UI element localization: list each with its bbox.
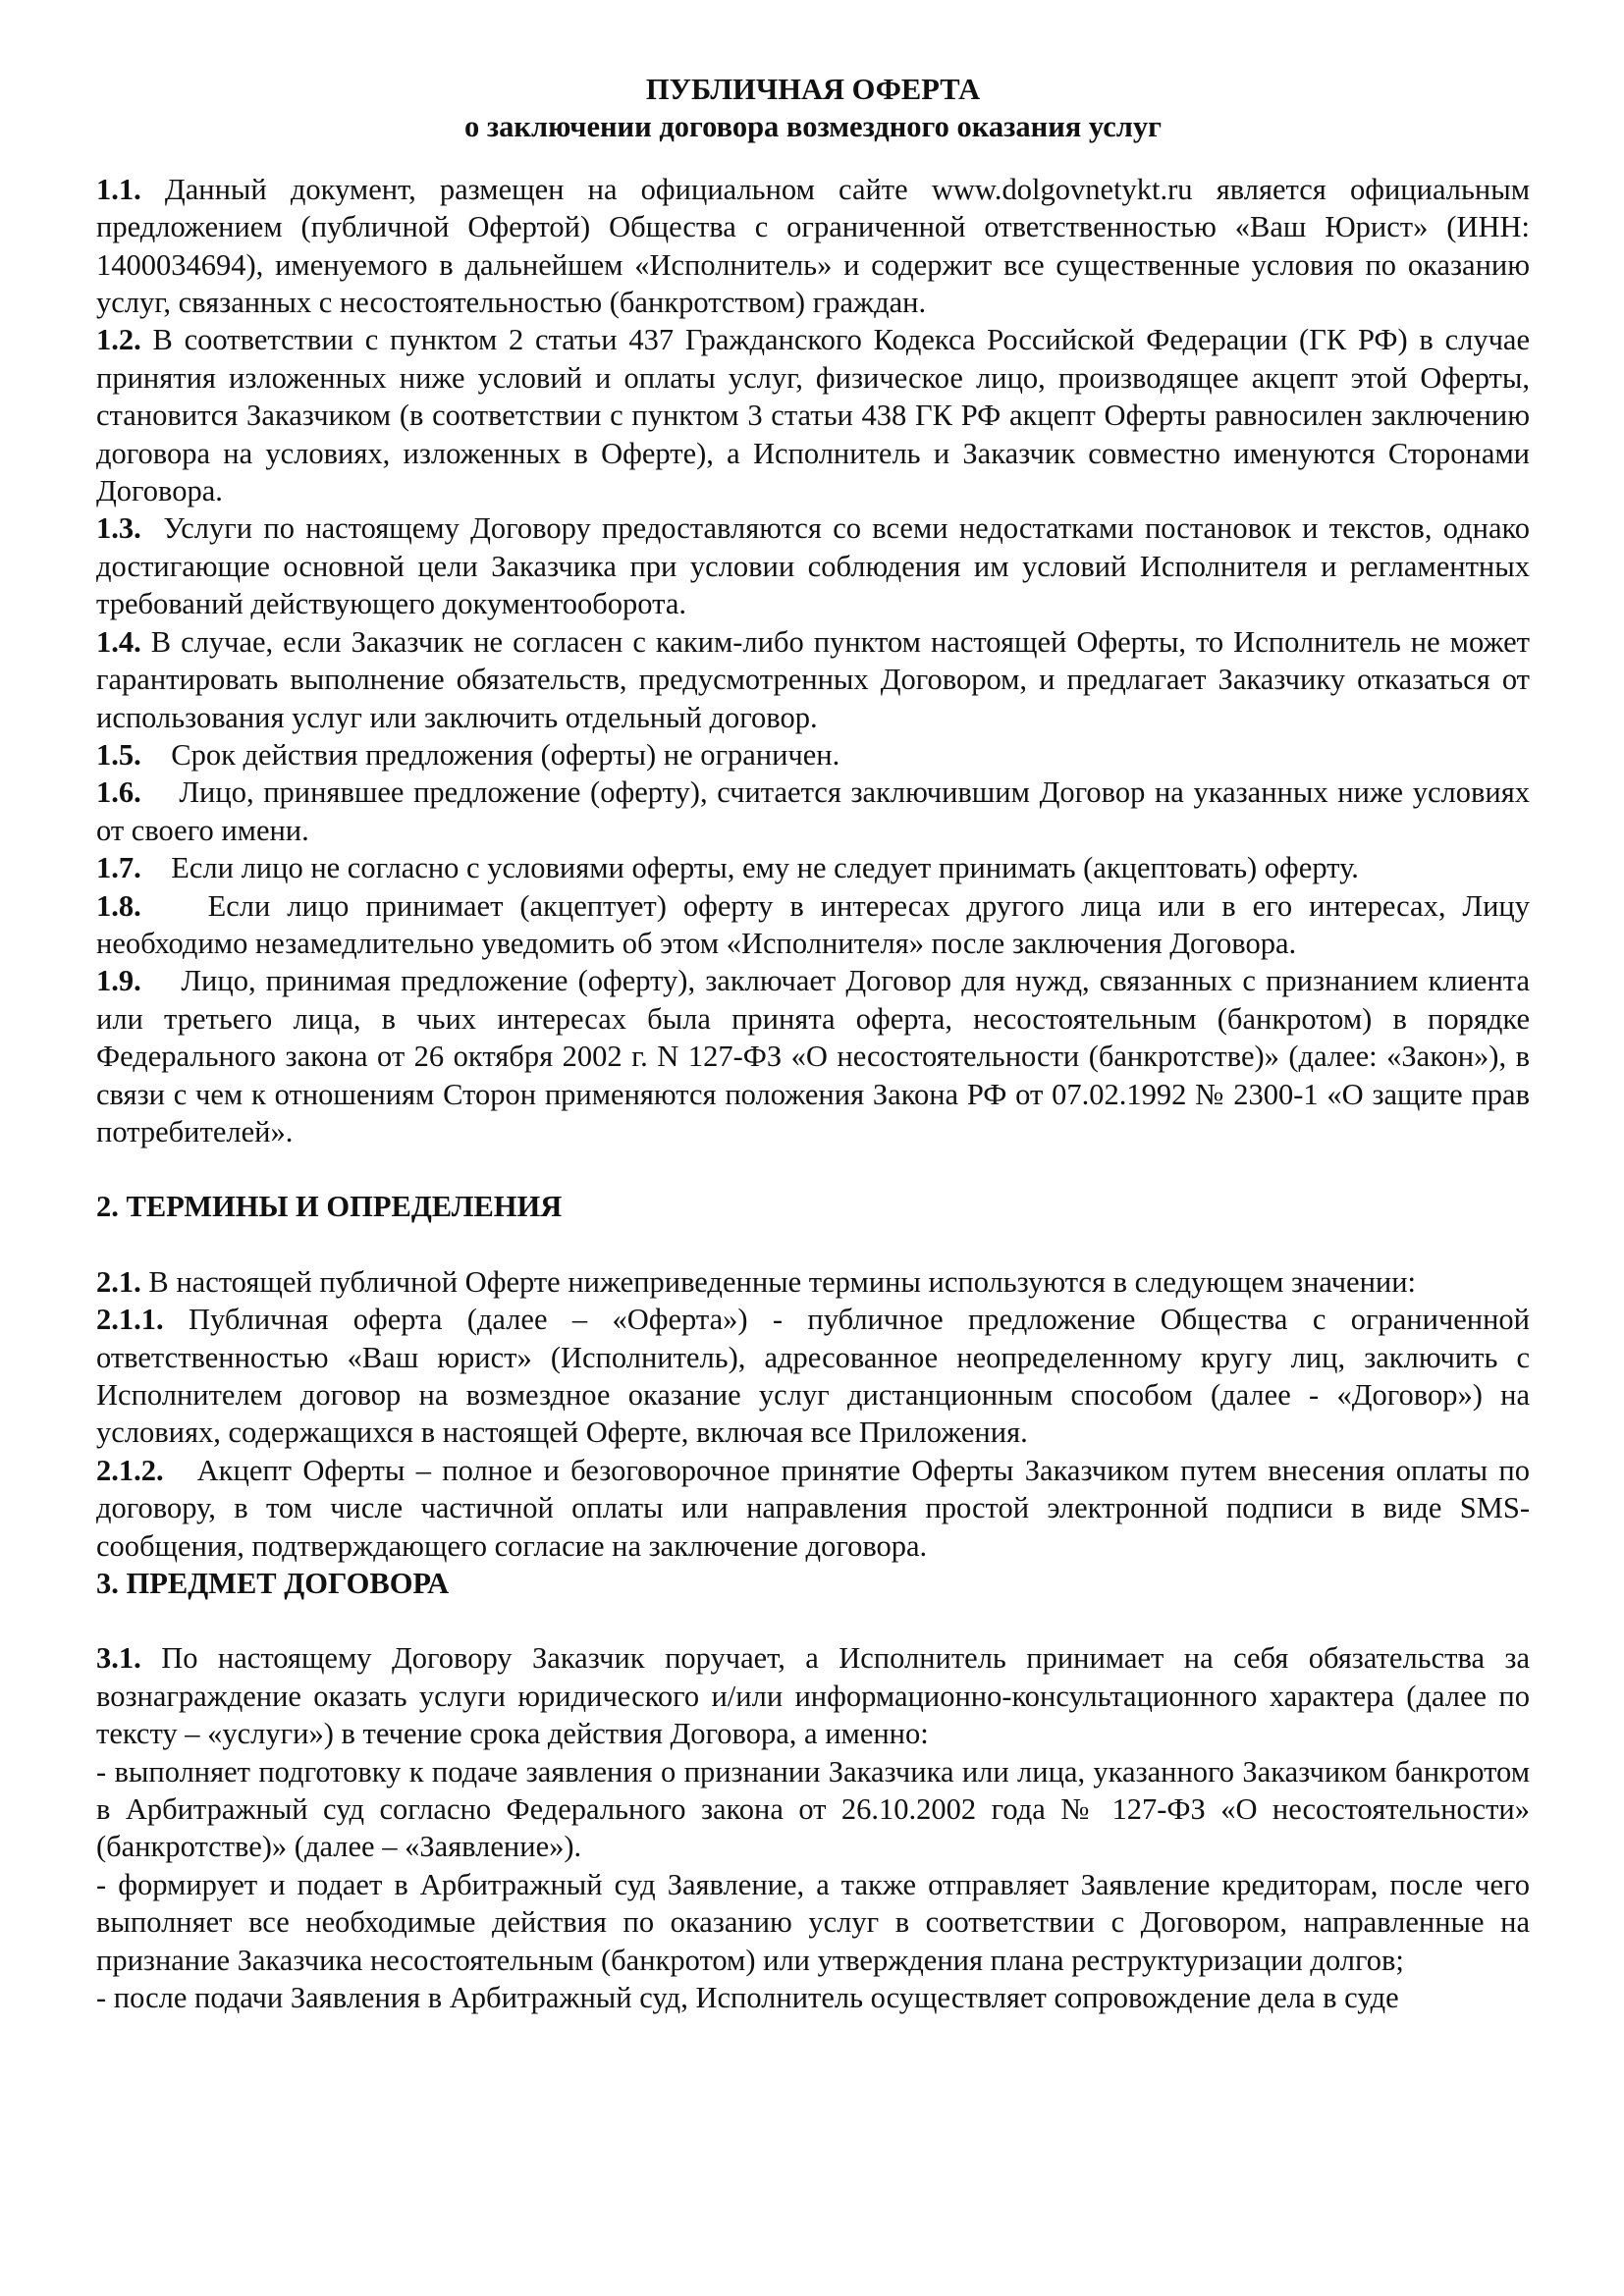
clause-1-9 <box>96 962 1530 1150</box>
clause-number: 1.6. <box>96 775 141 810</box>
section-2 <box>96 1263 1530 1565</box>
clause-1-5 <box>96 736 1530 774</box>
clause-text: Срок действия предложения (оферты) не ограничен. <box>171 737 840 772</box>
section-2-heading: 2. ТЕРМИНЫ И ОПРЕДЕЛЕНИЯ <box>96 1190 563 1224</box>
section-1 <box>96 171 1530 1151</box>
clause-text: Услуги по настоящему Договору предоставляются со всеми недостатками постановок и текстов, однако достигающие основной цели Заказчика при условии соблюдения им условий Исполнителя и регламентных требований действующего документооборота. <box>96 511 1530 621</box>
clause-text: По настоящему Договору Заказчик поручает, а Исполнитель принимает на себя обязательства за вознаграждение оказать услуги юридического и/или информационно-консультационного характера (далее по тексту – «услуги») в течение срока действия Договора, а именно: <box>96 1641 1531 1751</box>
clause-text: Лицо, принимая предложение (оферту), заключает Договор для нужд, связанных с признанием клиента или третьего лица, в чьих интересах была принята оферта, несостоятельным (банкротом) в порядке Федерального закона от 26 октября 2002 г. N 127-ФЗ «О несостоятельности (банкротстве)» (далее: «Закон»), в связи с чем к отношениям Сторон применяются положения Закона РФ от 07.02.1992 № 2300-1 «О защите прав потребителей». <box>96 964 1531 1148</box>
clause-text: Публичная оферта (далее – «Оферта») - публичное предложение Общества с ограниченной ответственностью «Ваш юрист» (Исполнитель), адресованное неопределенному кругу лиц, заключить с Исполнителем договор на возмездное оказание услуг дистанционным способом (далее - «Договор») на условиях, содержащихся в настоящей Оферте, включая все Приложения. <box>96 1303 1530 1450</box>
clause-number: 1.7. <box>96 851 141 885</box>
clause-2-1-1 <box>96 1301 1530 1452</box>
clause-2-1-2 <box>96 1452 1530 1565</box>
clause-text: Если лицо принимает (акцептует) оферту в интересах другого лица или в его интересах, Лицу необходимо незамедлительно уведомить об этом «Исполнителя» после заключения Договора. <box>96 888 1530 960</box>
clause-1-2 <box>96 321 1530 509</box>
clause-number: 3.1. <box>96 1641 141 1676</box>
clause-text: В случае, если Заказчик не согласен с каким-либо пунктом настоящей Оферты, то Исполнитель не может гарантировать выполнение обязательств, предусмотренных Договором, и предлагает Заказчику отказаться от использования услуг или заключить отдельный договор. <box>96 624 1530 734</box>
clause-number: 1.1. <box>96 172 141 206</box>
clause-text: Лицо, принявшее предложение (оферту), считается заключившим Договор на указанных ниже условиях от своего имени. <box>96 775 1531 847</box>
clause-number: 1.2. <box>96 323 141 357</box>
clause-number: 1.4. <box>96 624 141 659</box>
clause-1-6 <box>96 774 1530 849</box>
clause-text: В соответствии с пунктом 2 статьи 437 Гражданского Кодекса Российской Федерации (ГК РФ) в случае принятия изложенных ниже условий и оплаты услуг, физическое лицо, производящее акцепт этой Оферты, становится Заказчиком (в соответствии с пунктом 3 статьи 438 ГК РФ акцепт Оферты равносилен заключению договора на условиях, изложенных в Оферте), а Исполнитель и Заказчик совместно именуются Сторонами Договора. <box>96 323 1531 508</box>
clause-number: 1.9. <box>96 964 141 998</box>
clause-1-8 <box>96 887 1530 963</box>
clause-number: 1.3. <box>96 511 141 546</box>
clause-number: 1.8. <box>96 888 141 923</box>
clause-number: 1.5. <box>96 737 141 772</box>
clause-text: Данный документ, размещен на официальном сайте www.dolgovnetykt.ru является официальным предложением (публичной Офертой) Общества с ограниченной ответственностью «Ваш Юрист» (ИНН: 1400034694), именуемого в дальнейшем «Исполнитель» и содержит все существенные условия по оказанию услуг, связанных с несостоятельностью (банкротством) граждан. <box>96 172 1530 320</box>
clause-number: 2.1.2. <box>96 1453 164 1487</box>
clause-1-1 <box>96 171 1530 322</box>
clause-3-1 <box>96 1639 1530 1752</box>
section-3-heading: 3. ПРЕДМЕТ ДОГОВОРА <box>96 1567 450 1601</box>
document-subtitle: о заключении договора возмездного оказания услуг <box>464 110 1162 144</box>
clause-2-1 <box>96 1263 1530 1301</box>
document-page <box>96 71 1530 2017</box>
clause-number: 2.1. <box>96 1264 141 1299</box>
clause-1-7 <box>96 849 1530 886</box>
list-item: - выполняет подготовку к подаче заявления о признании Заказчика или лица, указанного Заказчиком банкротом в Арбитражный суд согласно Федерального закона от 26.10.2002 года № 127-ФЗ «О несостоятельности» (банкротстве)» (далее – «Заявление»). <box>96 1754 1530 1864</box>
section-3 <box>96 1639 1530 2016</box>
clause-number: 2.1.1. <box>96 1303 164 1337</box>
clause-1-4 <box>96 623 1530 736</box>
clause-text: Если лицо не согласно с условиями оферты, ему не следует принимать (акцептовать) оферту. <box>171 851 1359 885</box>
clause-text: Акцепт Оферты – полное и безоговорочное принятие Оферты Заказчиком путем внесения оплаты по договору, в том числе частичной оплаты или направления простой электронной подписи в виде SMS-сообщения, подтверждающего согласие на заключение договора. <box>96 1453 1530 1563</box>
list-item: - после подачи Заявления в Арбитражный суд, Исполнитель осуществляет сопровождение дела в суде <box>96 1981 1399 2015</box>
list-item: - формирует и подает в Арбитражный суд Заявление, а также отправляет Заявление кредиторам, после чего выполняет все необходимые действия по оказанию услуг в соответствии с Договором, направленные на признание Заказчика несостоятельным (банкротом) или утверждения плана реструктуризации долгов; <box>96 1867 1530 1977</box>
clause-text: В настоящей публичной Оферте нижеприведенные термины используются в следующем значении: <box>148 1264 1417 1299</box>
clause-1-3 <box>96 509 1530 622</box>
document-title: ПУБЛИЧНАЯ ОФЕРТА <box>645 73 981 106</box>
